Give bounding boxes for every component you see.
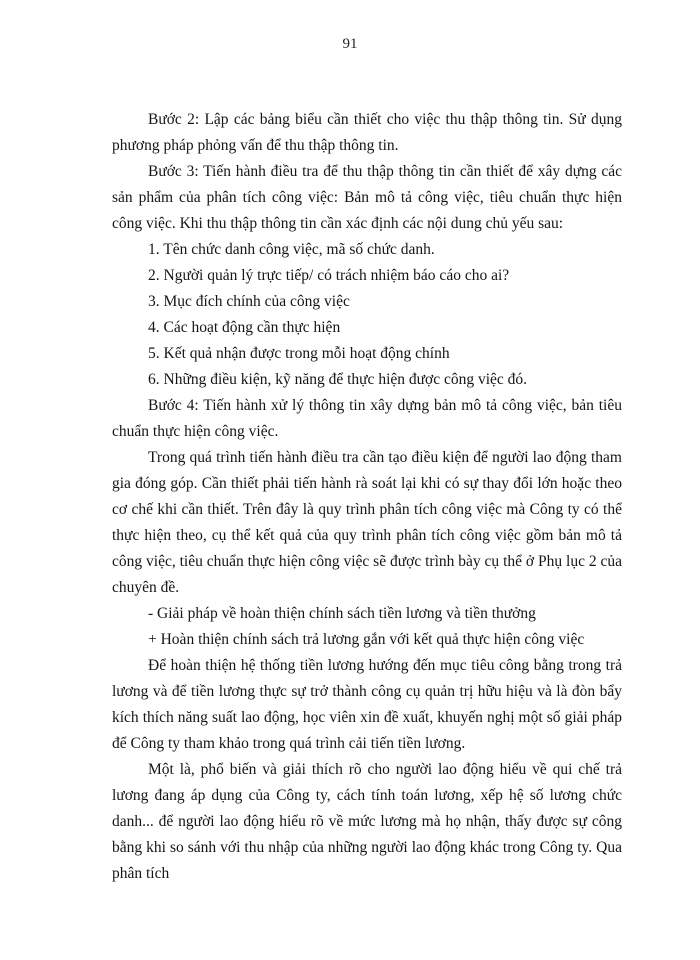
list-item-5: 5. Kết quả nhận được trong mỗi hoạt động chính <box>148 345 450 362</box>
page-number: 91 <box>342 36 358 52</box>
paragraph-salary: Để hoàn thiện hệ thống tiền lương hướng đến mục tiêu công bằng trong trả lương và để tiền lương thực sự trở thành công cụ quản trị hữu hiệu và là đòn bẩy kích thích năng suất lao động, học viên xin đề xuất, khuyến nghị một số giải pháp để Công ty tham khảo trong quá trình cải tiến tiền lương. <box>112 657 622 752</box>
list-item-1: 1. Tên chức danh công việc, mã số chức danh. <box>148 241 435 258</box>
paragraph-step-2: Bước 2: Lập các bảng biểu cần thiết cho việc thu thập thông tin. Sử dụng phương pháp phỏng vấn để thu thập thông tin. <box>112 111 622 154</box>
list-item-6: 6. Những điều kiện, kỹ năng để thực hiện được công việc đó. <box>148 371 528 388</box>
list-item-4: 4. Các hoạt động cần thực hiện <box>148 319 341 336</box>
document-body <box>112 107 622 887</box>
paragraph-step-3: Bước 3: Tiến hành điều tra để thu thập thông tin cần thiết để xây dựng các sản phẩm của phân tích công việc: Bản mô tả công việc, tiêu chuẩn thực hiện công việc. Khi thu thập thông tin cần xác định các nội dung chủ yếu sau: <box>112 163 622 232</box>
list-item-3: 3. Mục đích chính của công việc <box>148 293 350 310</box>
paragraph-step-4: Bước 4: Tiến hành xử lý thông tin xây dựng bản mô tả công việc, bản tiêu chuẩn thực hiện công việc. <box>112 397 622 440</box>
plus-item-policy: + Hoàn thiện chính sách trả lương gắn với kết quả thực hiện công việc <box>148 631 585 648</box>
dash-item-solution: - Giải pháp về hoàn thiện chính sách tiền lương và tiền thưởng <box>148 605 536 622</box>
paragraph-process: Trong quá trình tiến hành điều tra cần tạo điều kiện để người lao động tham gia đóng góp. Cần thiết phải tiến hành rà soát lại khi có sự thay đổi lớn hoặc theo cơ chế khi cần thiết. Trên đây là quy trình phân tích công việc mà Công ty có thể thực hiện theo, cụ thể kết quả của quy trình phân tích công việc gồm bản mô tả công việc, tiêu chuẩn thực hiện công việc sẽ được trình bày cụ thể ở Phụ lục 2 của chuyên đề. <box>112 449 622 596</box>
list-item-2: 2. Người quản lý trực tiếp/ có trách nhiệm báo cáo cho ai? <box>148 267 510 284</box>
paragraph-first: Một là, phổ biến và giải thích rõ cho người lao động hiểu về qui chế trả lương đang áp dụng của Công ty, cách tính toán lương, xếp hệ số lương chức danh... để người lao động hiểu rõ về mức lương mà họ nhận, thấy được sự công bằng khi so sánh với thu nhập của những người lao động khác trong Công ty. Qua phân tích <box>112 761 622 882</box>
